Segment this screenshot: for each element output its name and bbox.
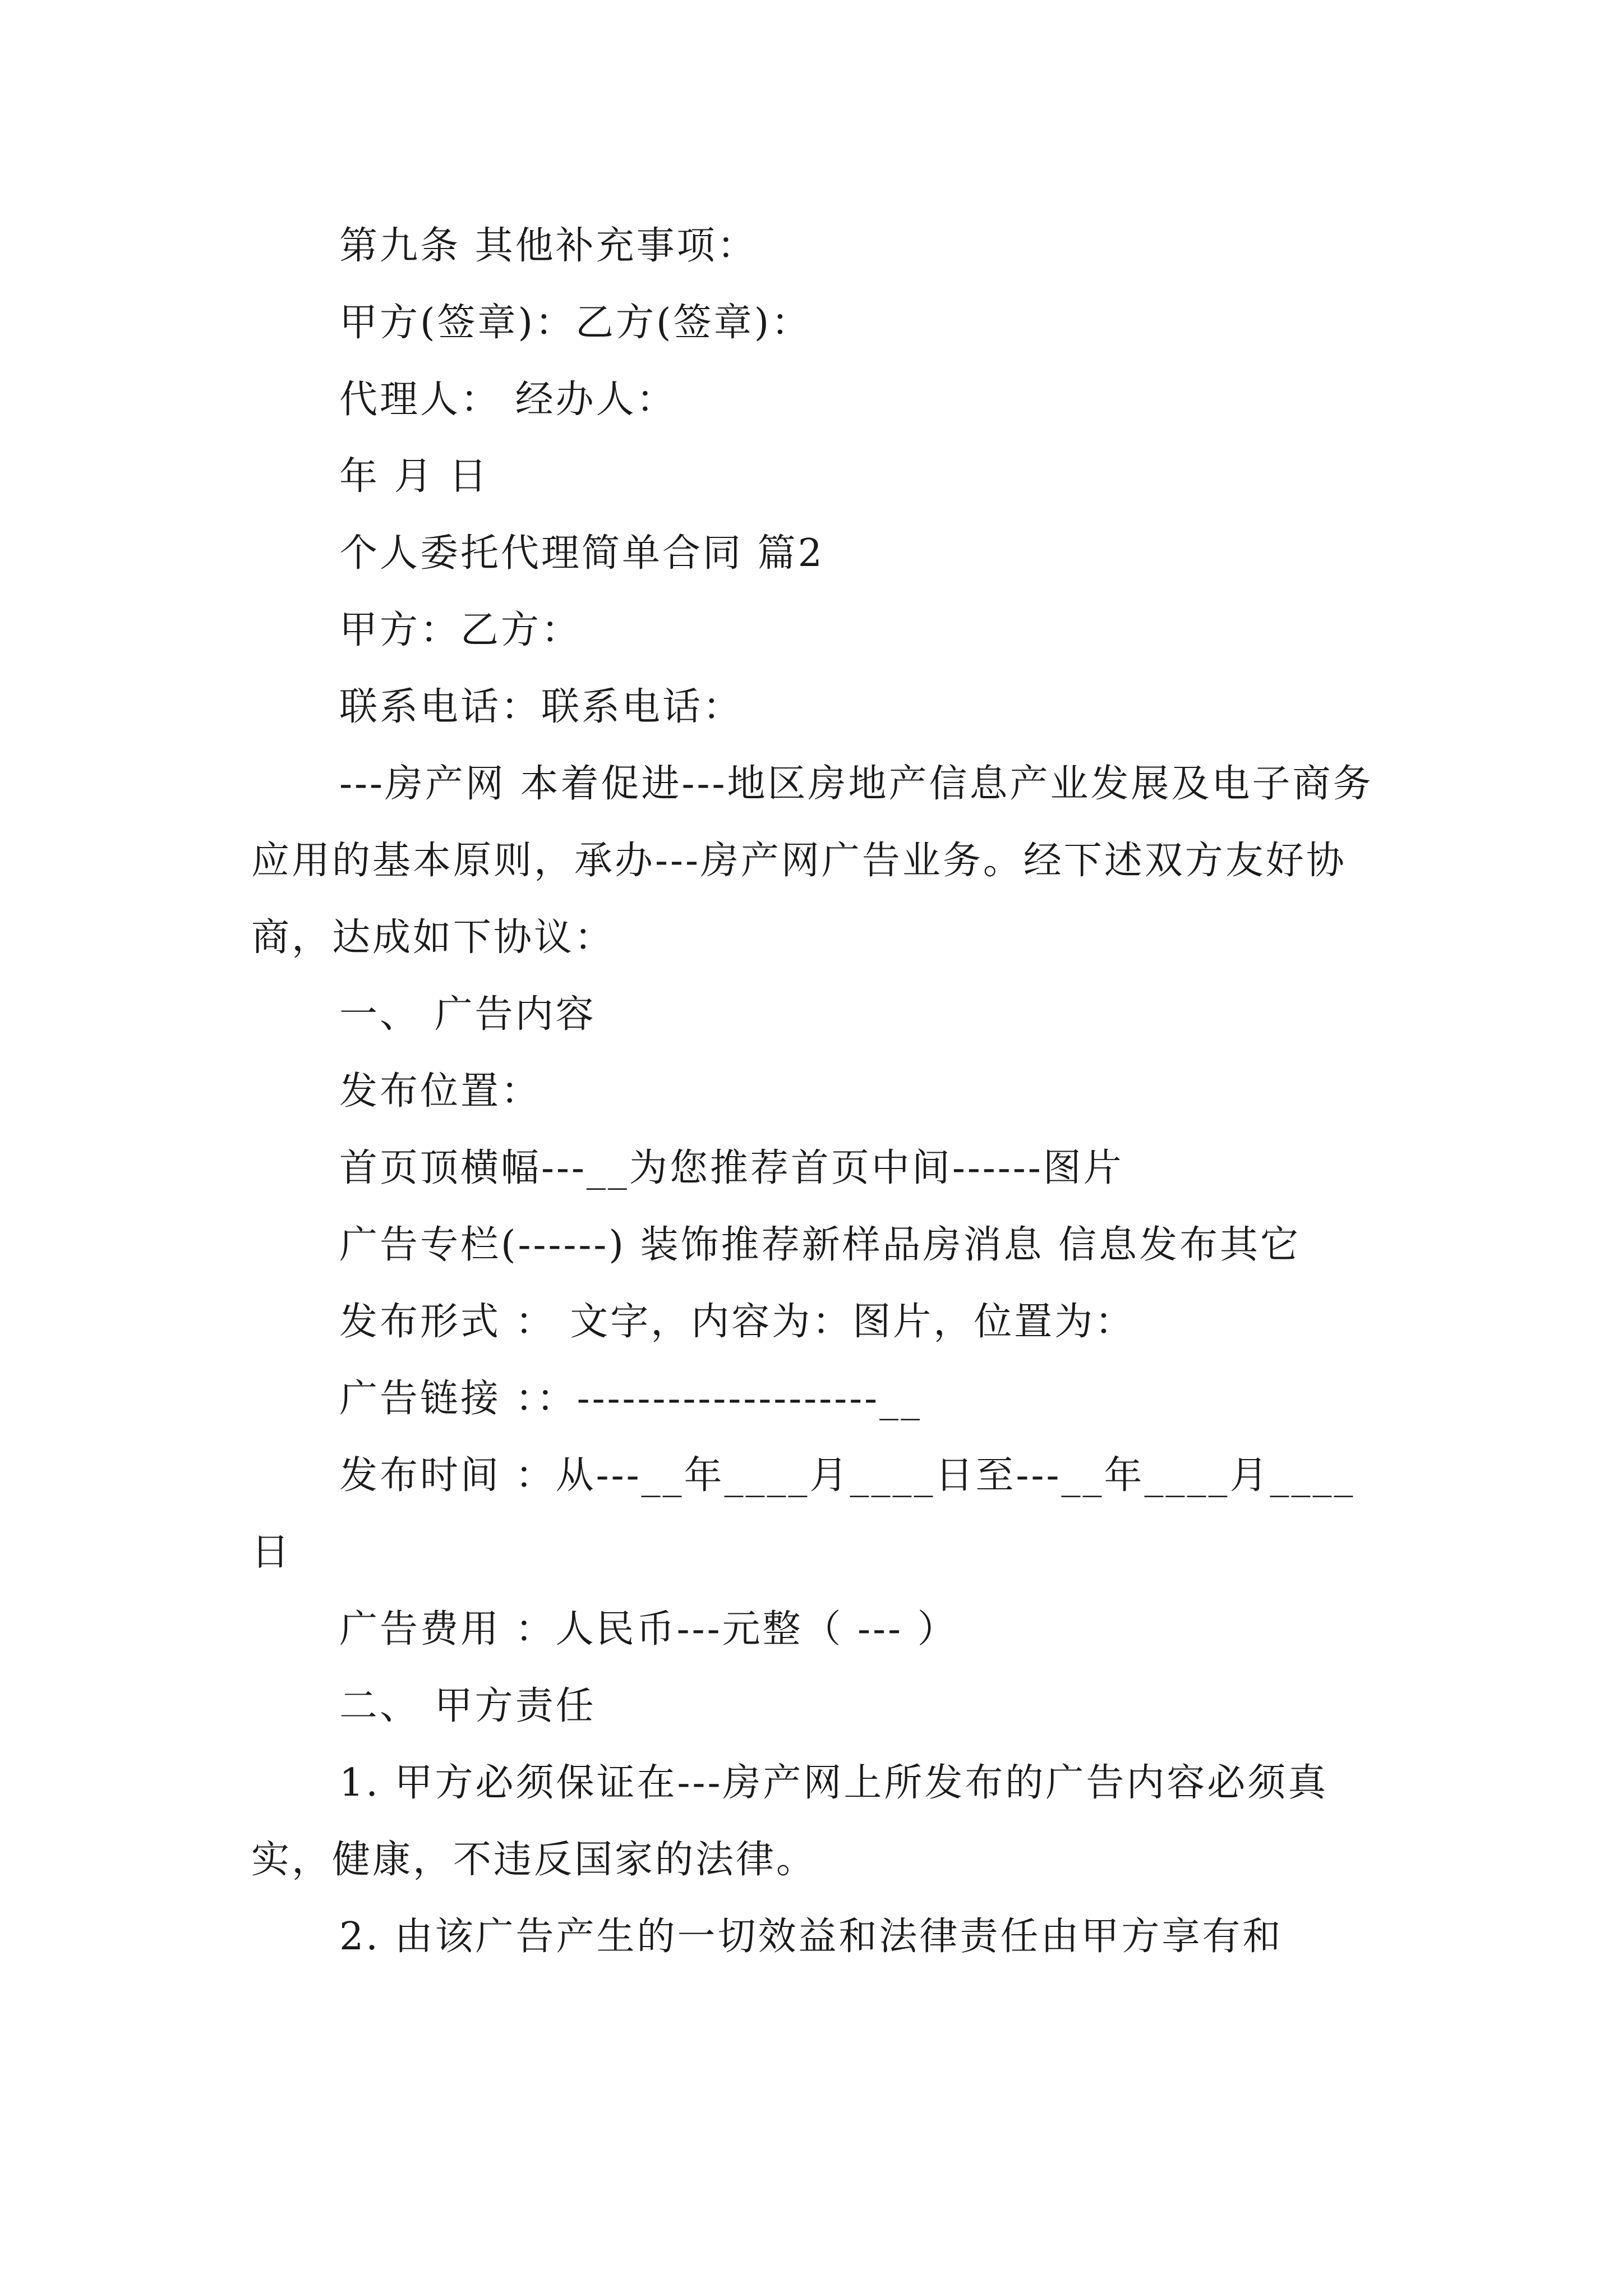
- agent-line: 代理人： 经办人：: [339, 378, 677, 422]
- document-body: [251, 208, 1383, 1975]
- preamble-paragraph: ---房产网 本着促进---地区房地产信息产业发展及电子商务应用的基本原则，承办---房产网广告业务。经下述双方友好协商，达成如下协议：: [251, 762, 1373, 960]
- contract-title: 个人委托代理简单合同 篇2: [339, 531, 824, 576]
- ad-link-line: 广告链接 ：：--------------------__: [339, 1377, 923, 1421]
- section-two-heading: 二、 甲方责任: [339, 1684, 596, 1728]
- contact-phone-line: 联系电话：联系电话：: [339, 685, 744, 729]
- article-nine-heading: 第九条 其他补充事项：: [339, 224, 758, 268]
- publish-position-label: 发布位置：: [339, 1069, 542, 1114]
- clause-two: 2. 由该广告产生的一切效益和法律责任由甲方享有和: [339, 1915, 1283, 1959]
- ad-fee-line: 广告费用 ：人民币---元整（ --- ）: [339, 1607, 958, 1651]
- date-line: 年 月 日: [339, 454, 490, 499]
- section-one-heading: 一、 广告内容: [339, 992, 596, 1037]
- ad-column-line: 广告专栏(------) 装饰推荐新样品房消息 信息发布其它: [339, 1223, 1301, 1267]
- banner-position-line: 首页顶横幅---__为您推荐首页中间------图片: [339, 1146, 1124, 1190]
- signature-line: 甲方(签章)：乙方(签章)：: [339, 301, 812, 345]
- parties-line: 甲方：乙方：: [339, 608, 582, 652]
- clause-one: 1. 甲方必须保证在---房产网上所发布的广告内容必须真实，健康，不违反国家的法律。: [251, 1761, 1329, 1882]
- publish-format-line: 发布形式 ： 文字，内容为：图片，位置为：: [339, 1300, 1136, 1344]
- publish-time-line: 发布时间 ：从---__年____月____日至---__年____月____日: [251, 1453, 1355, 1575]
